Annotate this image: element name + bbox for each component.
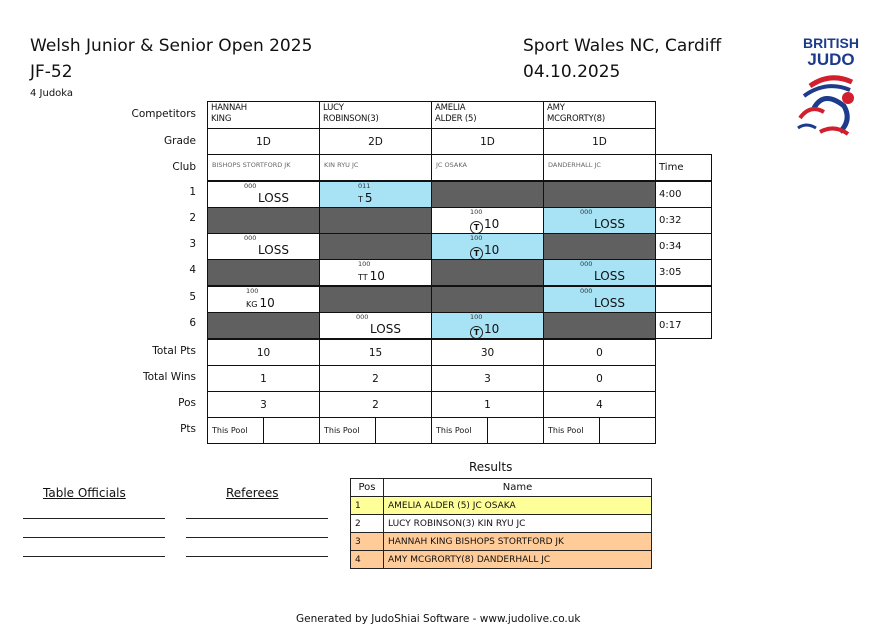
pts-value-cell [599,417,656,444]
signature-line [23,537,165,538]
pos-cell: 2 [319,391,432,418]
match-score: 011 [358,182,371,190]
pts-value-cell [263,417,320,444]
venue: Sport Wales NC, Cardiff [523,36,722,56]
result-pos: 2 [351,515,384,533]
match-score: 100 [246,287,259,295]
club-cell: JC OSAKA [431,154,544,181]
total-wins-cell: 3 [431,365,544,392]
label-match-3: 3 [189,238,196,250]
competitor-last-name: ALDER (5) [435,114,477,124]
match-result [594,217,625,231]
competitor-first-name: AMY [547,103,565,113]
match-cell-empty [431,181,544,208]
signature-line [186,518,328,519]
club-cell: KIN RYU JC [319,154,432,181]
match-cell-empty [319,207,432,234]
match-score: 000 [580,287,593,295]
match-time-cell: 0:32 [655,207,712,234]
match-time-cell: 0:17 [655,312,712,339]
time-header: Time [655,154,712,181]
match-result-value: 10 [484,217,500,231]
match-time-cell [655,286,712,313]
match-score: 100 [470,208,483,216]
referees-heading: Referees [226,486,279,500]
competitor-name-cell [543,101,656,129]
grade-cell: 1D [207,128,320,155]
match-result [258,243,289,257]
pos-cell: 1 [431,391,544,418]
label-pts: Pts [180,423,196,435]
match-cell-empty [207,207,320,234]
match-cell [431,233,544,260]
match-score: 100 [470,234,483,242]
technique-code: TT [358,273,368,282]
match-result [358,269,385,283]
competitor-last-name: MCGRORTY(8) [547,114,605,124]
technique-code: T [358,195,363,204]
match-result [370,322,401,336]
label-pos: Pos [178,397,196,409]
match-cell [207,233,320,260]
match-time-cell: 4:00 [655,181,712,208]
match-cell [543,259,656,286]
pts-value-cell [487,417,544,444]
results-row [351,551,652,569]
pos-cell: 3 [207,391,320,418]
pts-this-pool-cell: This Pool [431,417,488,444]
competitor-last-name: ROBINSON(3) [323,114,379,124]
footer-text: Generated by JudoShiai Software - www.judolive.co.uk [296,613,581,625]
club-cell: DANDERHALL JC [543,154,656,181]
match-result-value: LOSS [594,217,625,231]
match-cell-empty [207,259,320,286]
result-name: AMELIA ALDER (5) JC OSAKA [384,497,652,515]
match-cell [319,181,432,208]
total-pts-cell: 15 [319,339,432,366]
pts-value-cell [375,417,432,444]
match-result-value: 5 [364,191,373,205]
signature-line [186,537,328,538]
result-name: LUCY ROBINSON(3) KIN RYU JC [384,515,652,533]
result-name: HANNAH KING BISHOPS STORTFORD JK [384,533,652,551]
match-result-value: LOSS [370,322,401,336]
total-wins-cell: 0 [543,365,656,392]
label-total-wins: Total Wins [142,371,196,383]
match-result [358,191,373,205]
match-result-value: LOSS [258,243,289,257]
match-cell-empty [543,181,656,208]
pts-this-pool-cell: This Pool [319,417,376,444]
competitor-first-name: AMELIA [435,103,466,113]
pts-this-pool-cell: This Pool [207,417,264,444]
grade-cell: 1D [431,128,544,155]
match-score: 000 [244,182,257,190]
pts-this-pool-cell: This Pool [543,417,600,444]
total-wins-cell: 2 [319,365,432,392]
match-result [470,243,499,260]
results-pos-header: Pos [351,479,384,497]
match-result [470,217,499,234]
technique-circle-icon: T [470,326,483,339]
grade-cell: 2D [319,128,432,155]
match-score: 100 [358,260,371,268]
match-cell [319,259,432,286]
match-score: 000 [356,313,369,321]
technique-circle-icon: T [470,247,483,260]
result-pos: 1 [351,497,384,515]
event-title: Welsh Junior & Senior Open 2025 [30,36,313,56]
label-match-2: 2 [189,212,196,224]
match-result-value: LOSS [258,191,289,205]
match-cell-empty [207,312,320,339]
label-match-5: 5 [189,291,196,303]
competitor-name-cell [207,101,320,129]
match-result-value: 10 [484,322,500,336]
match-cell [207,286,320,313]
club-cell: BISHOPS STORTFORD JK [207,154,320,181]
technique-circle-icon: T [470,221,483,234]
label-match-4: 4 [189,264,196,276]
table-officials-heading: Table Officials [43,486,126,500]
label-grade: Grade [163,135,196,147]
signature-line [23,556,165,557]
match-result [246,296,275,310]
competitor-first-name: LUCY [323,103,344,113]
match-cell [431,312,544,339]
match-cell [543,286,656,313]
result-name: AMY MCGRORTY(8) DANDERHALL JC [384,551,652,569]
match-cell-empty [543,233,656,260]
match-cell [543,207,656,234]
competitor-first-name: HANNAH [211,103,247,113]
results-row [351,533,652,551]
match-score: 000 [580,208,593,216]
label-competitors: Competitors [131,108,196,120]
label-club: Club [172,161,196,173]
results-name-header: Name [384,479,652,497]
label-total-pts: Total Pts [152,345,196,357]
match-time-cell: 3:05 [655,259,712,286]
match-score: 000 [580,260,593,268]
total-pts-cell: 10 [207,339,320,366]
match-result-value: LOSS [594,296,625,310]
match-score: 000 [244,234,257,242]
match-cell [207,181,320,208]
category-label: JF-52 [30,62,73,82]
match-result-value: 10 [484,243,500,257]
event-date: 04.10.2025 [523,62,621,82]
match-result [594,296,625,310]
match-score: 100 [470,313,483,321]
signature-line [186,556,328,557]
technique-code: KG [246,300,258,309]
grade-cell: 1D [543,128,656,155]
competitor-name-cell [319,101,432,129]
results-table [350,478,652,569]
results-row [351,515,652,533]
british-judo-logo [790,36,872,148]
results-title: Results [469,460,513,474]
match-result-value: 10 [369,269,385,283]
judoka-emblem-icon [790,68,872,142]
logo-text-british: BRITISH [803,35,859,51]
logo-text-judo: JUDO [807,50,855,69]
result-pos: 3 [351,533,384,551]
match-cell-empty [431,286,544,313]
judoka-count: 4 Judoka [30,88,74,99]
match-result [258,191,289,205]
label-match-6: 6 [189,317,196,329]
match-time-cell: 0:34 [655,233,712,260]
label-match-1: 1 [189,186,196,198]
match-cell-empty [319,286,432,313]
match-cell [319,312,432,339]
total-wins-cell: 1 [207,365,320,392]
match-result [470,322,499,339]
signature-line [23,518,165,519]
match-result [594,269,625,283]
competitor-last-name: KING [211,114,232,124]
match-result-value: LOSS [594,269,625,283]
results-row [351,497,652,515]
match-cell-empty [543,312,656,339]
match-cell-empty [319,233,432,260]
match-cell-empty [431,259,544,286]
pos-cell: 4 [543,391,656,418]
result-pos: 4 [351,551,384,569]
competitor-name-cell [431,101,544,129]
total-pts-cell: 30 [431,339,544,366]
total-pts-cell: 0 [543,339,656,366]
match-result-value: 10 [259,296,275,310]
match-cell [431,207,544,234]
